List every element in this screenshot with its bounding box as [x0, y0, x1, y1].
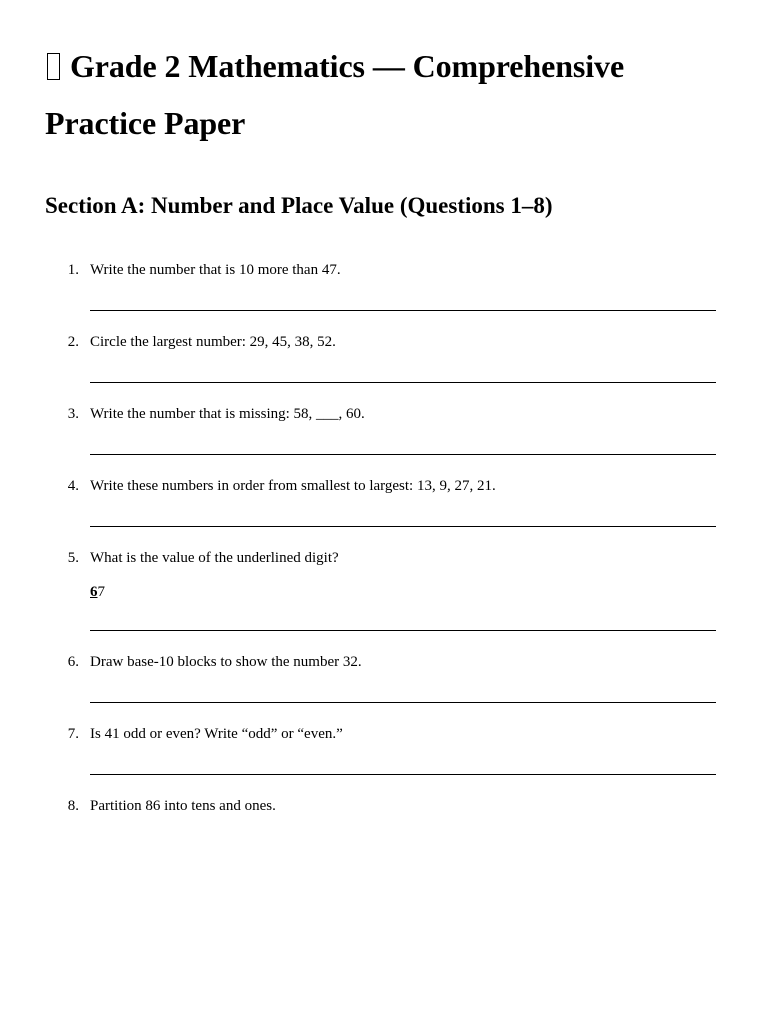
question-text: Partition 86 into tens and ones.: [90, 798, 276, 814]
question-text: Is 41 odd or even? Write “odd” or “even.”: [90, 726, 343, 742]
question-item: [45, 546, 716, 631]
question-list: [45, 258, 716, 818]
question-text: Write the number that is missing: 58, ___, 60.: [90, 406, 365, 422]
question-item: [45, 402, 716, 455]
answer-line[interactable]: [90, 498, 716, 527]
question-text: Write these numbers in order from smallest to largest: 13, 9, 27, 21.: [90, 478, 496, 494]
remaining-digit: 7: [97, 584, 105, 600]
question-number: 1.: [67, 262, 79, 278]
question-item: [45, 258, 716, 311]
question-number: 8.: [67, 798, 79, 814]
question-number: 6.: [67, 654, 79, 670]
question-text: Draw base-10 blocks to show the number 32.: [90, 654, 362, 670]
question-number: 5.: [67, 550, 79, 566]
question-item: [45, 650, 716, 703]
section-a-heading: Section A: Number and Place Value (Questions 1–8): [45, 193, 553, 218]
answer-line[interactable]: [90, 282, 716, 311]
page-title-text: Grade 2 Mathematics — Comprehensive Practice Paper: [45, 48, 625, 141]
worksheet-page: [45, 0, 716, 818]
underlined-digit: 6: [90, 584, 98, 600]
question-number: 7.: [67, 726, 79, 742]
missing-glyph-icon: [47, 53, 60, 80]
question-item: [45, 722, 716, 775]
question-text: Circle the largest number: 29, 45, 38, 52.: [90, 334, 336, 350]
question-text: Write the number that is 10 more than 47.: [90, 262, 341, 278]
question-number: 4.: [67, 478, 79, 494]
question-item: [45, 330, 716, 383]
number-display: [90, 582, 716, 602]
answer-line[interactable]: [90, 602, 716, 631]
question-item: [45, 794, 716, 818]
answer-line[interactable]: [90, 674, 716, 703]
answer-line[interactable]: [90, 746, 716, 775]
question-number: 3.: [67, 406, 79, 422]
answer-line[interactable]: [90, 354, 716, 383]
question-text: What is the value of the underlined digit?: [90, 550, 339, 566]
answer-line[interactable]: [90, 426, 716, 455]
page-title: [45, 0, 716, 152]
question-number: 2.: [67, 334, 79, 350]
question-item: [45, 474, 716, 527]
